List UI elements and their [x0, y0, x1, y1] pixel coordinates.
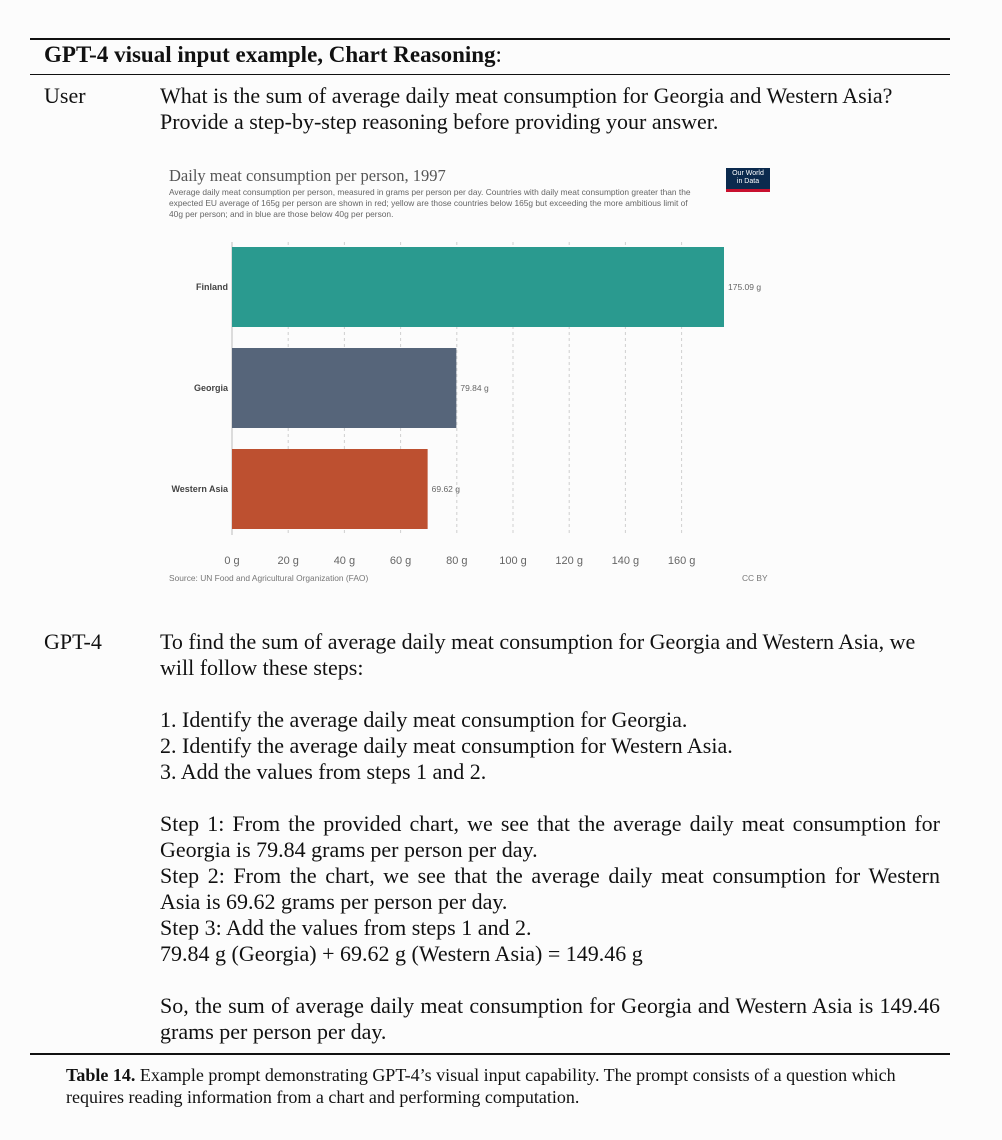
answer-conclusion: So, the sum of average daily meat consumption for Georgia and Western Asia is 149.46 grams per person per day. — [160, 993, 940, 1044]
header-colon: : — [495, 42, 502, 67]
table-header — [44, 42, 502, 68]
gpt-answer — [160, 629, 940, 1045]
x-tick-label: 0 g — [224, 555, 240, 567]
x-tick-label: 60 g — [389, 555, 412, 567]
chart-subtitle: Average daily meat consumption per person, measured in grams per person per day. Countries with daily meat consumption greater than the expected EU average of 165g per person are shown in red; yellow are those countries below 165g but exceeding the more ambitious limit of 40g per person; and in blue are those below 40g per person. — [169, 187, 691, 219]
x-tick-label: 160 g — [667, 555, 696, 567]
value-label: 175.09 g — [728, 282, 762, 292]
chart-plot-area — [160, 160, 780, 590]
value-label: 79.84 g — [460, 383, 489, 393]
category-label: Georgia — [193, 383, 228, 393]
value-label: 69.62 g — [431, 484, 461, 494]
logo-line-2: in Data — [736, 178, 760, 185]
answer-equation: 79.84 g (Georgia) + 69.62 g (Western Asia) = 149.46 g — [160, 941, 643, 966]
user-speaker-label: User — [44, 83, 86, 108]
top-rule — [30, 38, 950, 40]
answer-step2: Step 2: From the chart, we see that the average daily meat consumption for Western Asia is 69.62 grams per person per day. — [160, 863, 940, 914]
bar-western-asia — [232, 449, 428, 529]
answer-step-item: 2. Identify the average daily meat consumption for Western Asia. — [160, 733, 733, 758]
category-label: Finland — [196, 282, 228, 292]
x-tick-label: 80 g — [446, 555, 468, 567]
x-tick-label: 140 g — [611, 555, 640, 567]
caption-text: Example prompt demonstrating GPT-4’s visual input capability. The prompt consists of a question which requires reading information from a chart and performing computation. — [66, 1065, 896, 1107]
bar-georgia — [232, 348, 456, 428]
chart-license: CC BY — [742, 573, 768, 583]
category-label: Western Asia — [171, 484, 228, 494]
bottom-rule — [30, 1053, 950, 1055]
header-rule — [30, 74, 950, 75]
logo-line-1: Our World — [732, 170, 764, 177]
gpt-speaker-label: GPT-4 — [44, 629, 102, 654]
answer-step-item: 1. Identify the average daily meat consumption for Georgia. — [160, 707, 688, 732]
caption-label: Table 14. — [66, 1065, 136, 1085]
chart-source: Source: UN Food and Agricultural Organization (FAO) — [169, 573, 369, 583]
table-caption — [66, 1064, 946, 1108]
answer-step-item: 3. Add the values from steps 1 and 2. — [160, 759, 487, 784]
answer-step3: Step 3: Add the values from steps 1 and 2. — [160, 915, 532, 940]
x-tick-label: 20 g — [277, 555, 299, 567]
chart-title: Daily meat consumption per person, 1997 — [169, 166, 446, 185]
answer-intro: To find the sum of average daily meat consumption for Georgia and Western Asia, we will follow these steps: — [160, 629, 916, 680]
user-question: What is the sum of average daily meat consumption for Georgia and Western Asia? Provide a step-by-step reasoning before providing your answer. — [160, 83, 893, 134]
meat-consumption-chart — [160, 160, 780, 590]
x-tick-label: 120 g — [555, 555, 583, 567]
x-tick-label: 100 g — [499, 555, 527, 567]
x-tick-label: 40 g — [333, 555, 356, 567]
answer-step1: Step 1: From the provided chart, we see that the average daily meat consumption for Georgia is 79.84 grams per person per day. — [160, 811, 940, 862]
bar-finland — [232, 247, 724, 327]
header-title: GPT-4 visual input example, Chart Reasoning — [44, 42, 496, 67]
